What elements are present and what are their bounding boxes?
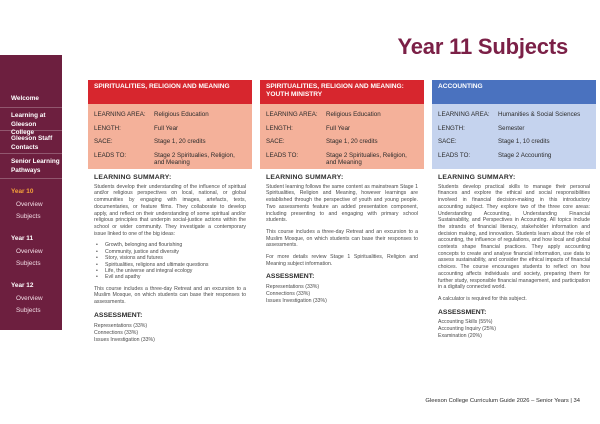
learning-summary-heading: LEARNING SUMMARY: <box>266 174 344 181</box>
list-item: • Evil and apathy <box>96 274 246 280</box>
leads-to-value: Stage 2 Spiritualies, Religion, and Meaning <box>154 151 235 166</box>
leads-to-label: LEADS TO: <box>438 151 471 159</box>
subject-info-panel <box>88 104 252 169</box>
assessment-item: Examination (20%) <box>438 333 482 340</box>
learning-summary-heading: LEARNING SUMMARY: <box>438 174 516 181</box>
subject-info-panel <box>432 104 596 169</box>
leads-to-label: LEADS TO: <box>266 151 299 159</box>
page-title: Year 11 Subjects <box>397 34 568 59</box>
sace-label: SACE: <box>94 138 113 145</box>
sidebar-divider <box>0 153 62 154</box>
leads-to-value: Stage 2 Spiritualies, Religion, and Meaning <box>326 151 407 166</box>
learning-summary-text: For more details review Stage 1 Spiritualities, Religion and Meaning subject information. <box>266 254 418 267</box>
learning-area-label: LEARNING AREA: <box>438 111 490 118</box>
sidebar-item-year12[interactable]: Year 12 <box>11 282 34 289</box>
list-item: • Growth, belonging and flourishing <box>96 242 246 248</box>
assessment-heading: ASSESSMENT: <box>438 308 487 316</box>
sidebar-item-year10[interactable]: Year 10 <box>11 188 34 195</box>
sace-value: Stage 1, 20 credits <box>154 138 206 145</box>
learning-area-value: Humanities & Social Sciences <box>498 111 581 118</box>
list-item: • Story, visions and futures <box>96 255 246 261</box>
assessment-item: Connections (33%) <box>266 291 311 298</box>
assessment-heading: ASSESSMENT: <box>94 311 143 319</box>
subject-body <box>260 169 424 305</box>
sidebar-item-welcome[interactable]: Welcome <box>11 95 39 102</box>
sidebar-item-learning[interactable]: Learning at Gleeson College <box>11 112 46 136</box>
sidebar-item-year11-overview[interactable]: Overview <box>16 248 43 255</box>
sidebar-item-year10-overview[interactable]: Overview <box>16 201 43 208</box>
assessment-heading: ASSESSMENT: <box>266 273 315 281</box>
learning-area-value: Religious Education <box>154 111 209 118</box>
sidebar-nav <box>0 55 62 330</box>
subject-column-srm-youth <box>260 80 424 305</box>
subject-body <box>88 169 252 344</box>
leads-to-label: LEADS TO: <box>94 151 127 159</box>
sace-label: SACE: <box>266 138 285 145</box>
sidebar-item-year11-subjects[interactable]: Subjects <box>16 260 41 267</box>
assessment-item: Representations (33%) <box>94 322 148 329</box>
learning-summary-text: Student learning follows the same content as mainstream Stage 1 Spiritualities, Religion and Meaning, however learnings are established through the perspective of youth and young people. Two assessments feature an added presentation component, including presenting to and engaging with primary school students. <box>266 183 418 224</box>
learning-summary-text: Students develop practical skills to manage their personal finances and explore the ethical and social responsibilities involved in financial decision-making in this introductory accounting subject. They explore two of the three core areas: Understanding Accounting, Understanding Financial Sustainability, and Perspectives in Accounting. All topics include the strands of financial literacy, stakeholder information and decision making, and innovation. Students learn about the role of accounting, the influence of regulations, and how local and global contexts shape financial practices. They apply accounting concepts to create and analyse financial information, use data to assess sustainability, and consider the ethical impacts of financial choices. The course encourages students to reflect on how accounting affects individuals and society, preparing them for further study, responsible financial management, and participation in a digitally connected world. <box>438 183 590 291</box>
sidebar-item-year10-subjects[interactable]: Subjects <box>16 213 41 220</box>
sidebar-item-year11[interactable]: Year 11 <box>11 235 34 242</box>
sidebar-item-pathways[interactable]: Senior Learning Pathways <box>11 158 60 174</box>
learning-area-label: LEARNING AREA: <box>94 111 146 118</box>
learning-area-label: LEARNING AREA: <box>266 111 318 118</box>
learning-summary-text: This course includes a three-day Retreat and an excursion to a Muslim Mosque, on which students can base their responses to assessments. <box>266 228 418 249</box>
length-label: LENGTH: <box>438 124 465 132</box>
sace-value: Stage 1, 10 credits <box>498 138 550 145</box>
assessment-item: Representations (33%) <box>266 284 320 291</box>
sidebar-item-year12-overview[interactable]: Overview <box>16 295 43 302</box>
subject-column-accounting <box>432 80 596 340</box>
sidebar-divider <box>0 178 62 179</box>
leads-to-value: Stage 2 Accounting <box>498 151 552 159</box>
list-item: • Community, justice and diversity <box>96 249 246 255</box>
sace-value: Stage 1, 20 credits <box>326 138 378 145</box>
assessment-item: Connections (33%) <box>94 329 139 336</box>
sace-label: SACE: <box>438 138 457 145</box>
learning-summary-text: This course includes a three-day Retreat and an excursion to a Muslim Mosque, on which students can base their responses to assessments. <box>94 285 246 306</box>
sidebar-item-year12-subjects[interactable]: Subjects <box>16 307 41 314</box>
length-label: LENGTH: <box>266 124 293 132</box>
sidebar-divider <box>0 130 62 131</box>
learning-summary-text: A calculator is required for this subject. <box>438 295 527 302</box>
learning-area-value: Religious Education <box>326 111 381 118</box>
length-value: Full Year <box>326 124 351 132</box>
subject-heading: ACCOUNTING <box>432 80 596 104</box>
assessment-item: Issues Investigation (33%) <box>94 336 155 343</box>
list-item: • Life, the universe and integral ecology <box>96 268 246 274</box>
assessment-item: Accounting Inquiry (25%) <box>438 326 496 333</box>
sidebar-item-staff-contacts[interactable]: Gleeson Staff Contacts <box>11 135 53 151</box>
subject-heading: SPIRITUALITIES, RELIGION AND MEANING: YOUTH MINISTRY <box>260 80 424 104</box>
subject-info-panel <box>260 104 424 169</box>
page-footer: Gleeson College Curriculum Guide 2026 – Senior Years | 34 <box>425 398 580 404</box>
subject-heading: SPIRITUALITIES, RELIGION AND MEANING <box>88 80 252 104</box>
sidebar-divider <box>0 107 62 108</box>
assessment-item: Issues Investigation (33%) <box>266 298 327 305</box>
subject-body <box>432 169 596 340</box>
assessment-item: Accounting Skills (55%) <box>438 319 493 326</box>
subject-column-srm <box>88 80 252 344</box>
length-value: Full Year <box>154 124 179 132</box>
length-value: Semester <box>498 124 525 132</box>
length-label: LENGTH: <box>94 124 121 132</box>
list-item: • Spiritualities, religions and ultimate questions <box>96 262 246 268</box>
big-ideas-list <box>96 242 246 280</box>
learning-summary-text: Students develop their understanding of the influence of spiritual and/or religious perspectives on local, national, or global communities by engaging with images, artefacts, texts, documentaries, or feature films. They collaborate to develop apply, and reflect on their understanding of some spiritual and/or religious principles that underpin social-justice actions within the school or wider community. They investigate a contemporary issue linked to one of the big ideas: <box>94 183 246 237</box>
learning-summary-heading: LEARNING SUMMARY: <box>94 174 172 181</box>
